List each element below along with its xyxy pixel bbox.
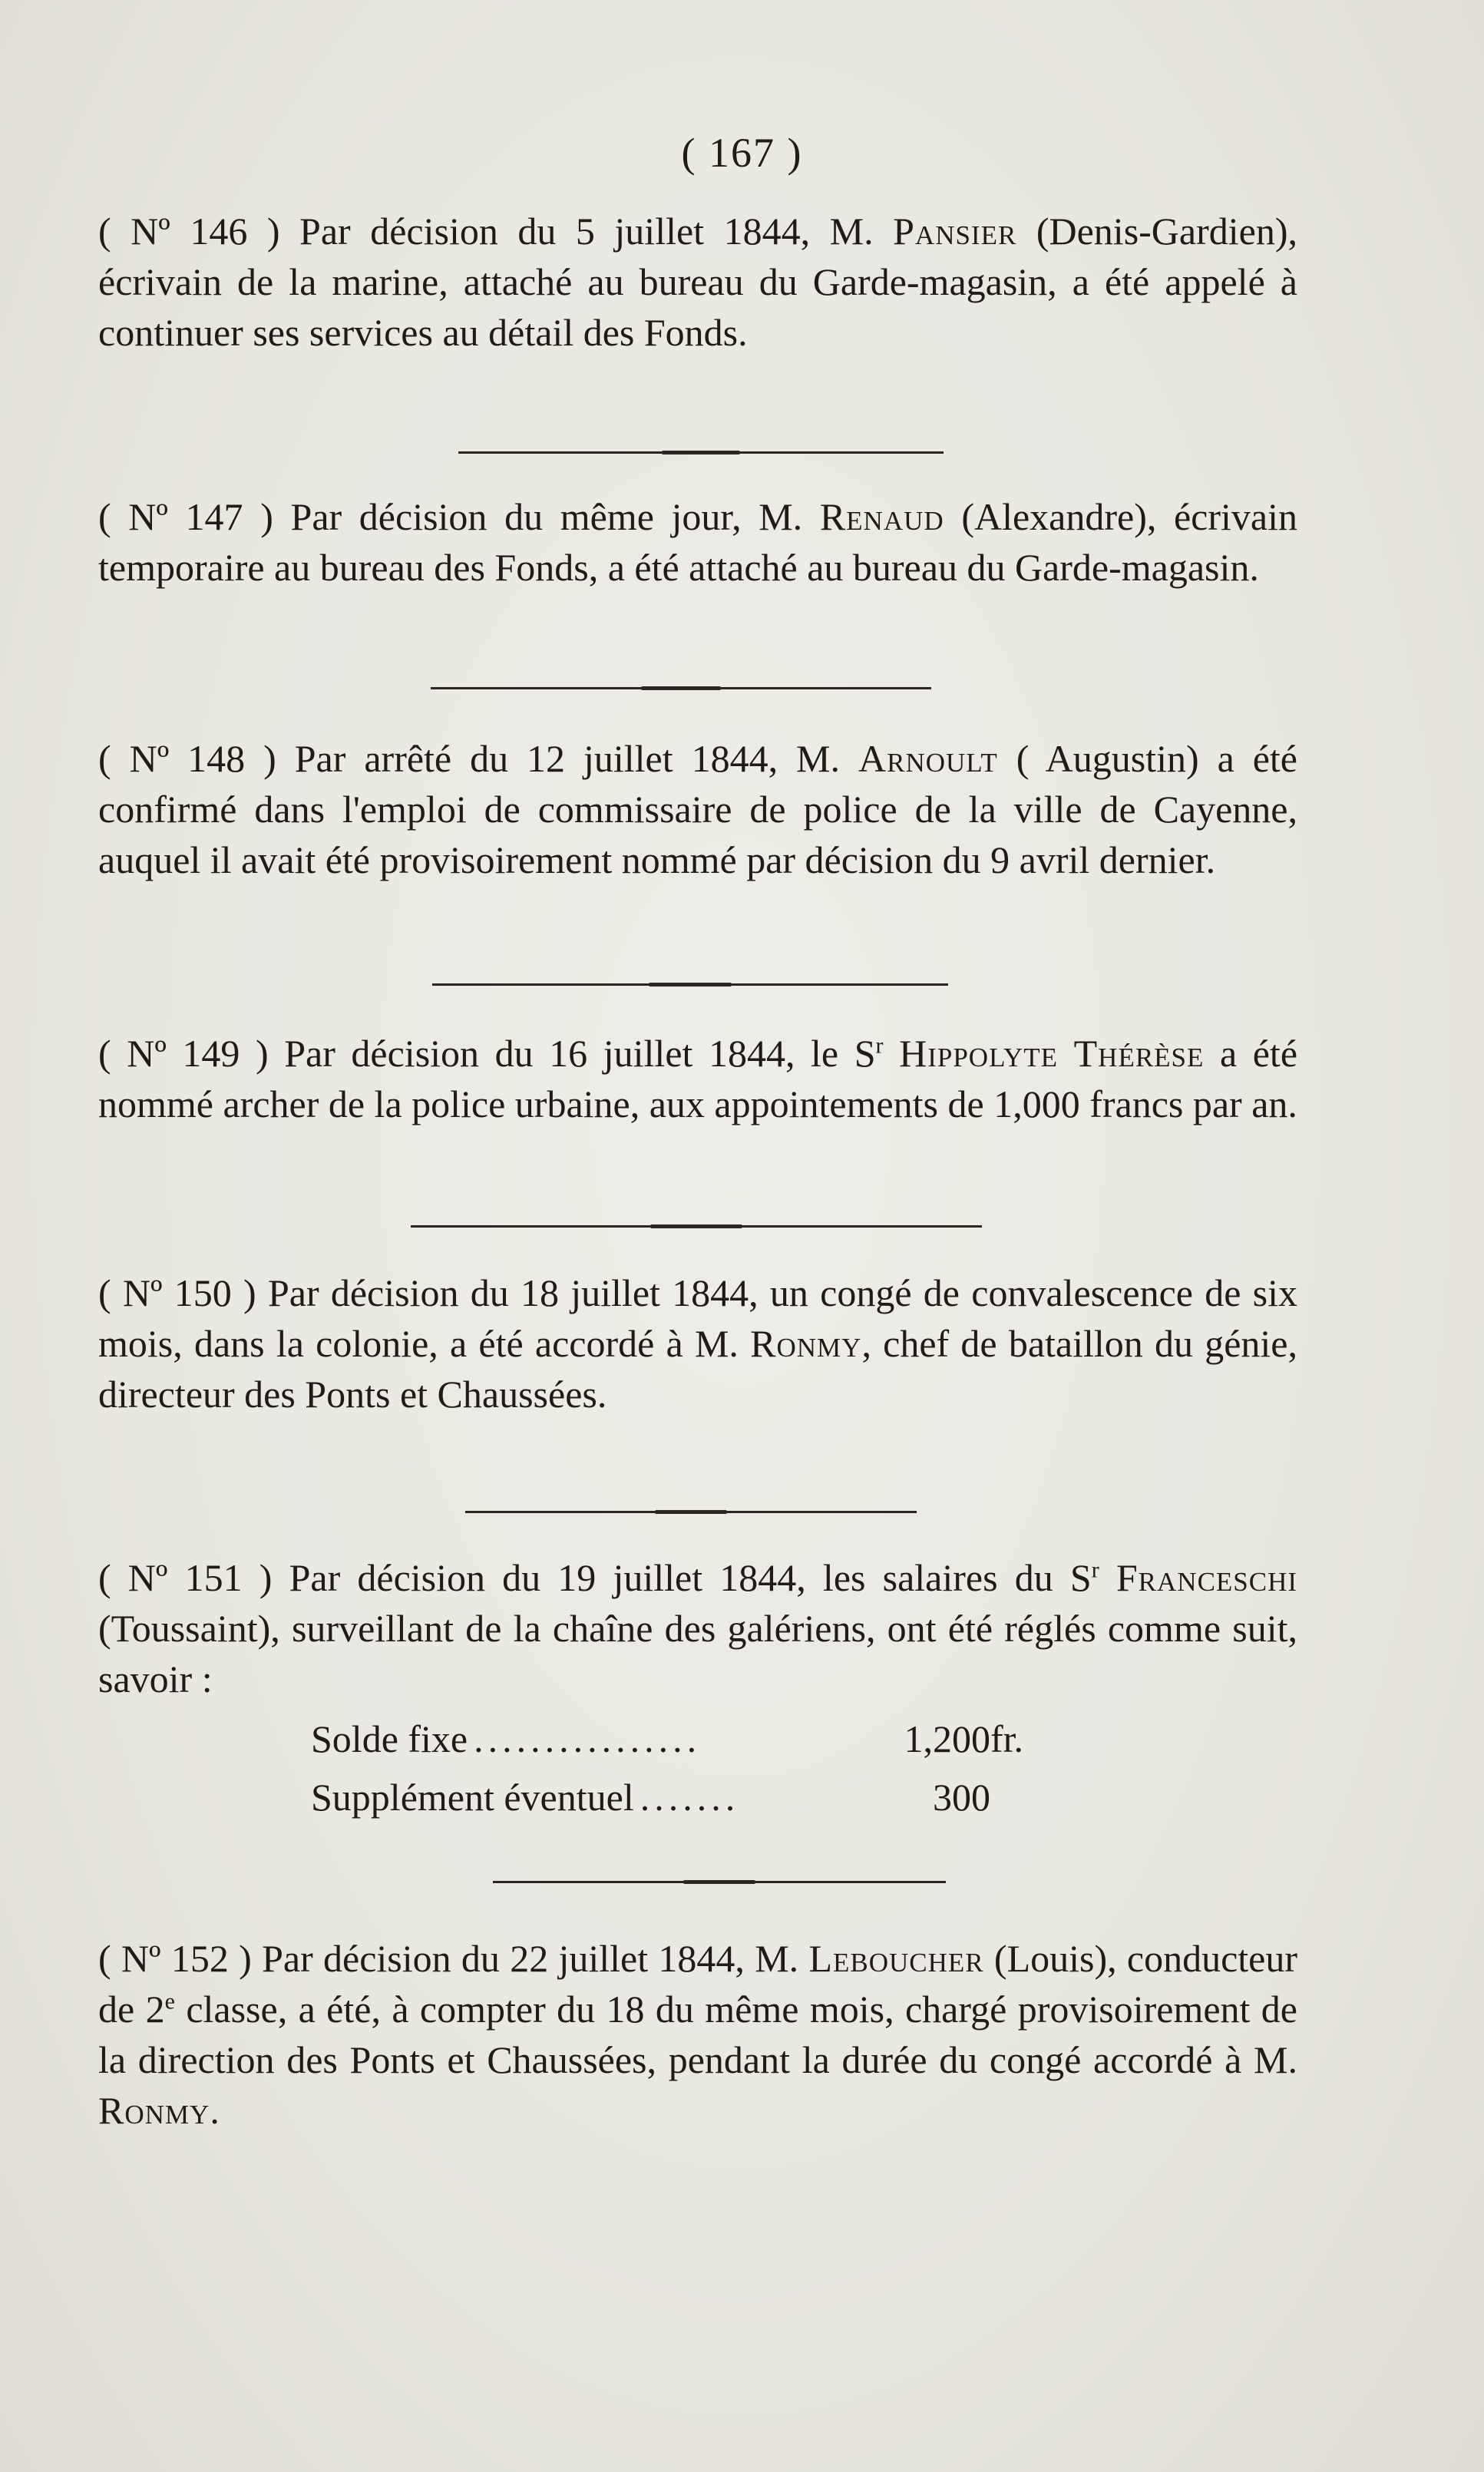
person-name: Pansier	[893, 210, 1017, 253]
entry-149	[98, 1028, 1297, 1129]
entry-number: ( Nº 151 )	[98, 1556, 273, 1599]
entry-text: a été nommé archer de la police urbaine, aux appointements de 1,000 francs par an.	[98, 1032, 1298, 1125]
entry-text: Par décision du 16 juillet 1844, le S	[284, 1032, 876, 1075]
leader-dots: ................	[474, 1717, 702, 1760]
salary-row	[311, 1772, 1033, 1830]
person-name: Leboucher	[808, 1937, 984, 1980]
section-divider	[493, 1881, 946, 1883]
entry-text: , chef de bataillon du génie, directeur des Ponts et Chaussées.	[98, 1322, 1297, 1416]
entry-number: ( Nº 152 )	[98, 1937, 252, 1980]
section-divider	[411, 1225, 982, 1228]
leader-dots: .......	[640, 1776, 740, 1819]
person-name: Ronmy	[750, 1322, 862, 1365]
superscript: e	[164, 1988, 175, 2014]
entry-number: ( Nº 147 )	[98, 495, 273, 538]
page-number: ( 167 )	[681, 130, 803, 176]
person-name: Franceschi	[1115, 1556, 1298, 1599]
entry-text: Par décision du même jour, M.	[290, 495, 820, 538]
entry-text: (Toussaint), surveillant de la chaîne des galériens, ont été réglés comme suit, savoir :	[98, 1607, 1297, 1700]
entry-text: (Alexandre), écrivain temporaire au bureau des Fonds, a été attaché au bureau du Garde-magasin.	[98, 495, 1297, 589]
entry-text: (Louis), conducteur de 2	[98, 1937, 1298, 2031]
superscript: r	[875, 1033, 884, 1059]
entry-text: .	[210, 2089, 220, 2132]
salary-label: Solde fixe	[311, 1717, 468, 1760]
person-name: Hippolyte Thérèse	[899, 1032, 1205, 1075]
entry-number: ( Nº 146 )	[98, 210, 280, 253]
entry-148	[98, 733, 1297, 885]
entry-text: Par décision du 5 juillet 1844, M.	[299, 210, 894, 253]
entry-147	[98, 491, 1297, 593]
entry-number: ( Nº 149 )	[98, 1032, 269, 1075]
salary-amount: 1,200	[904, 1717, 990, 1760]
entry-146	[98, 206, 1297, 358]
entry-text: Par décision du 19 juillet 1844, les salaires du S	[289, 1556, 1092, 1599]
entry-number: ( Nº 148 )	[98, 737, 276, 780]
superscript: r	[1091, 1557, 1099, 1583]
section-divider	[431, 687, 931, 689]
section-divider	[432, 983, 948, 986]
person-name: Renaud	[819, 495, 944, 538]
entry-150	[98, 1267, 1297, 1419]
entry-text: classe, a été, à compter du 18 du même mois, chargé provisoirement de la direction des Ponts et Chaussées, pendant la durée du congé accordé à M.	[98, 1988, 1297, 2081]
entry-151	[98, 1552, 1297, 1704]
entry-text: Par décision du 18 juillet 1844, un congé de convalescence de six mois, dans la colonie, a été accordé à M.	[98, 1271, 1298, 1365]
entry-text: Par arrêté du 12 juillet 1844, M.	[294, 737, 858, 780]
entry-152	[98, 1933, 1297, 2136]
section-divider	[458, 451, 944, 454]
salary-unit: fr.	[990, 1717, 1024, 1760]
section-divider	[465, 1511, 917, 1513]
entry-text: (Denis-Gardien), écrivain de la marine, attaché au bureau du Garde-magasin, a été appelé à continuer ses services au détail des Fonds.	[98, 210, 1297, 354]
person-name: Ronmy	[98, 2089, 210, 2132]
salary-label: Supplément éventuel	[311, 1776, 634, 1819]
salary-table	[311, 1714, 1033, 1830]
entry-text: Par décision du 22 juillet 1844, M.	[262, 1937, 809, 1980]
person-name: Arnoult	[858, 737, 998, 780]
entry-text: ( Augustin) a été confirmé dans l'emploi de commissaire de police de la ville de Cayenne, auquel il avait été provisoirement nommé par décision du 9 avril dernier.	[98, 737, 1297, 881]
salary-row	[311, 1714, 1033, 1772]
salary-amount: 300	[933, 1776, 990, 1819]
entry-number: ( Nº 150 )	[98, 1271, 256, 1314]
